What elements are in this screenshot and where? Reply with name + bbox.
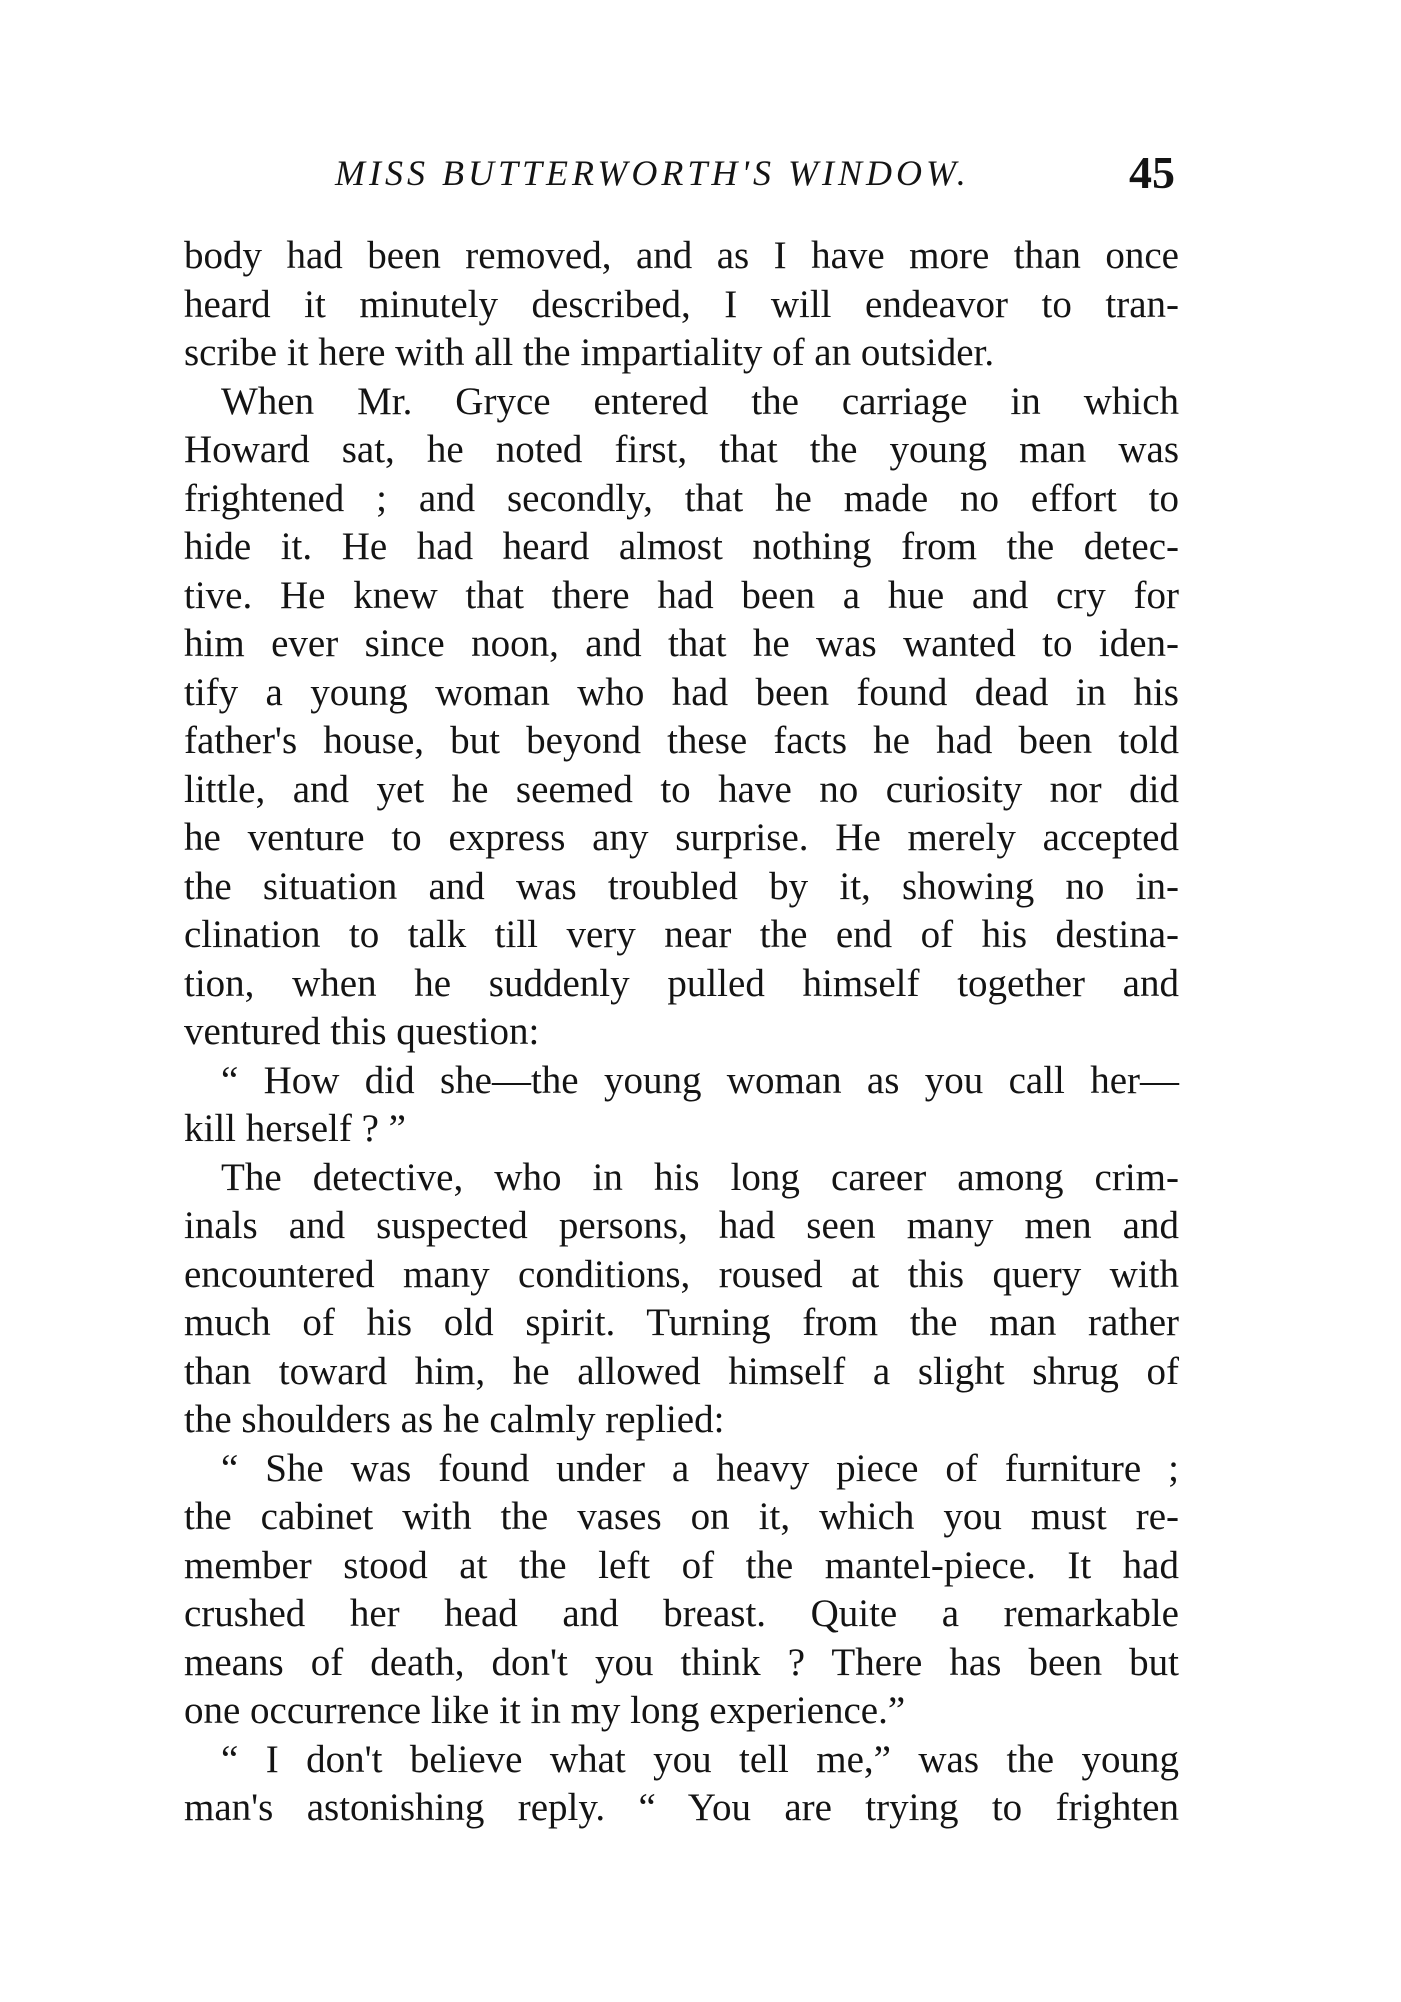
running-title: MISS BUTTERWORTH'S WINDOW. bbox=[335, 153, 970, 193]
text-line: the situation and was troubled by it, showing no in- bbox=[184, 864, 1179, 908]
text-line: ventured this question: bbox=[184, 1010, 540, 1053]
text-line: one occurrence like it in my long experience.” bbox=[184, 1689, 906, 1732]
text-line: clination to talk till very near the end of his destina- bbox=[184, 913, 1179, 956]
text-line: member stood at the left of the mantel-piece. It had bbox=[184, 1543, 1179, 1587]
text-line: tion, when he suddenly pulled himself together and bbox=[184, 961, 1179, 1005]
text-line: encountered many conditions, roused at this query with bbox=[184, 1252, 1179, 1296]
text-line: Howard sat, he noted first, that the young man was bbox=[184, 428, 1179, 471]
text-line: tive. He knew that there had been a hue and cry for bbox=[184, 573, 1179, 617]
text-line: “ She was found under a heavy piece of furniture ; bbox=[221, 1446, 1179, 1490]
text-line: tify a young woman who had been found dead in his bbox=[184, 670, 1179, 714]
text-line: crushed her head and breast. Quite a remarkable bbox=[184, 1592, 1179, 1635]
body-text bbox=[184, 232, 1179, 1833]
text-line: scribe it here with all the impartiality of an outsider. bbox=[184, 331, 995, 374]
text-line: than toward him, he allowed himself a slight shrug of bbox=[184, 1349, 1179, 1393]
text-line: hide it. He had heard almost nothing from the detec- bbox=[184, 525, 1179, 568]
text-line: little, and yet he seemed to have no curiosity nor did bbox=[184, 767, 1179, 811]
text-line: heard it minutely described, I will endeavor to tran- bbox=[184, 282, 1179, 326]
text-line: him ever since noon, and that he was wanted to iden- bbox=[184, 622, 1179, 665]
text-line: frightened ; and secondly, that he made no effort to bbox=[184, 476, 1179, 520]
text-line: When Mr. Gryce entered the carriage in which bbox=[221, 379, 1179, 423]
text-line: kill herself ? ” bbox=[184, 1107, 406, 1150]
text-line: much of his old spirit. Turning from the man rather bbox=[184, 1301, 1179, 1344]
text-line: “ How did she—the young woman as you call her— bbox=[221, 1058, 1179, 1102]
running-head bbox=[185, 140, 1185, 210]
text-line: “ I don't believe what you tell me,” was the young bbox=[221, 1737, 1179, 1781]
text-line: he venture to express any surprise. He merely accepted bbox=[184, 816, 1179, 859]
text-line: the shoulders as he calmly replied: bbox=[184, 1398, 725, 1441]
text-line: father's house, but beyond these facts he had been told bbox=[184, 719, 1179, 762]
text-line: the cabinet with the vases on it, which you must re- bbox=[184, 1495, 1179, 1538]
text-line: man's astonishing reply. “ You are trying to frighten bbox=[184, 1786, 1179, 1829]
text-line: body had been removed, and as I have more than once bbox=[184, 234, 1179, 277]
text-line: inals and suspected persons, had seen many men and bbox=[184, 1204, 1179, 1247]
text-line: means of death, don't you think ? There has been but bbox=[184, 1640, 1179, 1684]
page-number: 45 bbox=[1129, 147, 1175, 198]
text-line: The detective, who in his long career among crim- bbox=[221, 1155, 1179, 1199]
